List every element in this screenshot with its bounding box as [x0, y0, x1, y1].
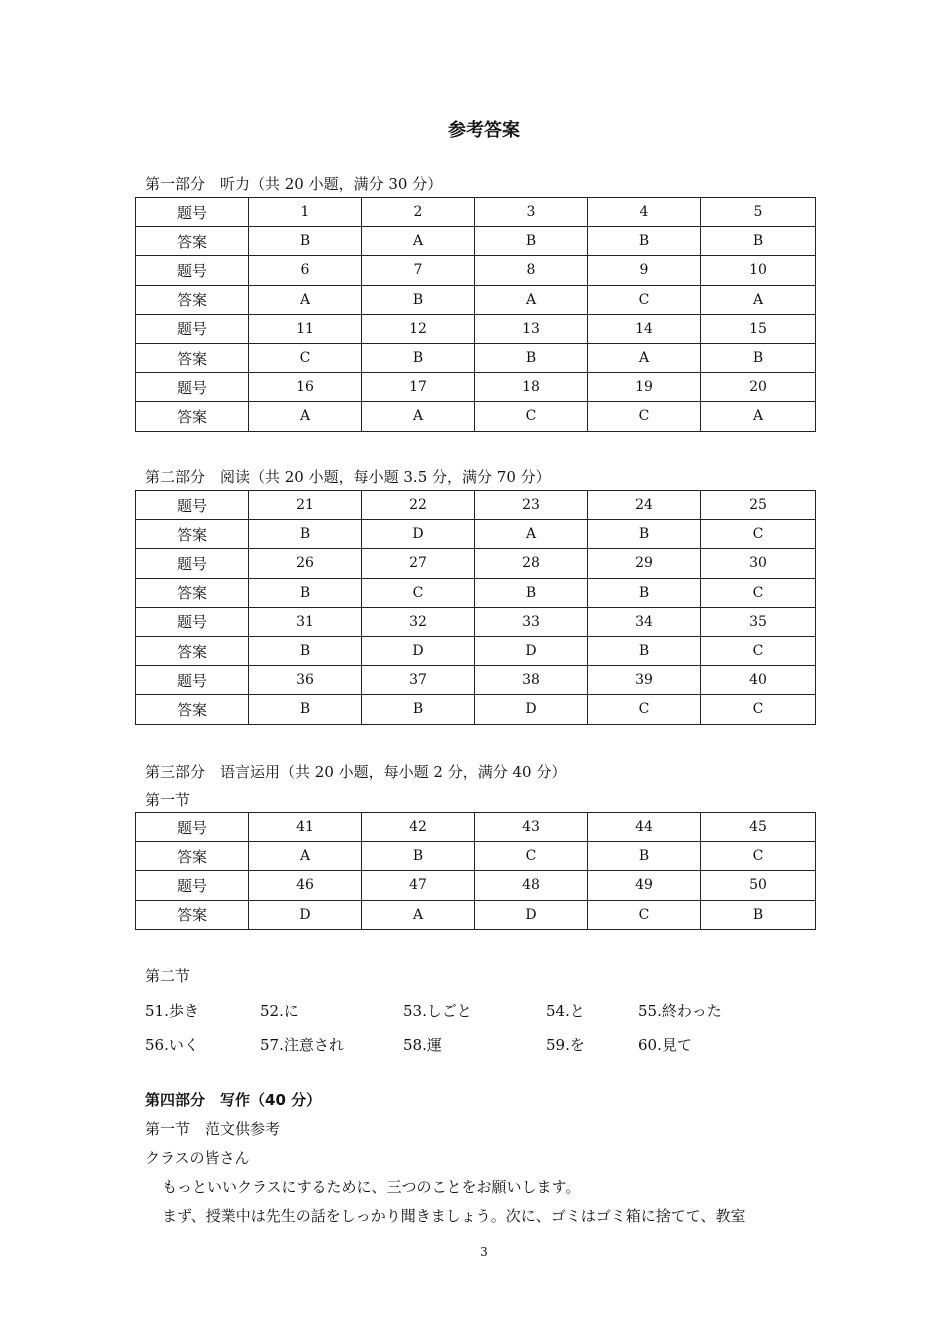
row-header-cell: 题号 [136, 198, 249, 227]
table-row [136, 842, 816, 871]
table-cell: A [701, 285, 816, 314]
part3-answer-table [135, 812, 816, 930]
part2-heading: 第二部分 阅读（共 20 小题，每小题 3.5 分，满分 70 分） [145, 468, 551, 486]
table-row [136, 314, 816, 343]
table-row [136, 549, 816, 578]
table-row [136, 402, 816, 431]
table-cell: 10 [701, 256, 816, 285]
table-cell: 2 [362, 198, 475, 227]
page-title: 参考答案 [448, 120, 520, 141]
table-cell: C [475, 842, 588, 871]
table-cell: B [701, 900, 816, 929]
table-cell: D [475, 695, 588, 724]
row-header-cell: 题号 [136, 871, 249, 900]
fill-answer: 58.運 [403, 1036, 442, 1054]
table-cell: 13 [475, 314, 588, 343]
table-cell: B [362, 842, 475, 871]
table-cell: B [362, 285, 475, 314]
table-cell: 29 [588, 549, 701, 578]
table-cell: 19 [588, 373, 701, 402]
fill-answer: 54.と [546, 1002, 585, 1020]
row-header-cell: 题号 [136, 607, 249, 636]
table-cell: C [701, 842, 816, 871]
table-cell: 45 [701, 813, 816, 842]
page-number: 3 [480, 1245, 488, 1259]
table-cell: 18 [475, 373, 588, 402]
table-row [136, 666, 816, 695]
table-row [136, 695, 816, 724]
table-cell: 24 [588, 491, 701, 520]
table-cell: C [701, 695, 816, 724]
table-cell: A [362, 227, 475, 256]
table-cell: 20 [701, 373, 816, 402]
table-row [136, 636, 816, 665]
table-cell: B [701, 343, 816, 372]
table-cell: 5 [701, 198, 816, 227]
row-header-cell: 答案 [136, 402, 249, 431]
table-cell: D [249, 900, 362, 929]
table-cell: B [249, 227, 362, 256]
table-cell: 48 [475, 871, 588, 900]
table-cell: 33 [475, 607, 588, 636]
row-header-cell: 答案 [136, 636, 249, 665]
table-cell: 32 [362, 607, 475, 636]
row-header-cell: 答案 [136, 842, 249, 871]
table-row [136, 607, 816, 636]
table-cell: 43 [475, 813, 588, 842]
table-cell: 30 [701, 549, 816, 578]
essay-line: もっといいクラスにするために、三つのことをお願いします。 [162, 1178, 581, 1196]
table-cell: A [362, 402, 475, 431]
fill-answer: 57.注意され [260, 1036, 344, 1054]
fill-answer: 53.しごと [403, 1002, 472, 1020]
essay-line: まず、授業中は先生の話をしっかり聞きましょう。次に、ゴミはゴミ箱に捨てて、教室 [162, 1207, 746, 1225]
table-cell: 4 [588, 198, 701, 227]
table-cell: 14 [588, 314, 701, 343]
table-cell: B [362, 695, 475, 724]
table-cell: 21 [249, 491, 362, 520]
table-cell: 50 [701, 871, 816, 900]
table-cell: D [362, 520, 475, 549]
table-cell: A [475, 285, 588, 314]
part3-section1-label: 第一节 [145, 791, 191, 809]
table-cell: 7 [362, 256, 475, 285]
table-cell: A [249, 285, 362, 314]
table-cell: 17 [362, 373, 475, 402]
table-cell: 38 [475, 666, 588, 695]
table-cell: B [588, 578, 701, 607]
table-cell: C [701, 520, 816, 549]
table-cell: C [588, 285, 701, 314]
table-row [136, 285, 816, 314]
table-cell: 37 [362, 666, 475, 695]
table-cell: 46 [249, 871, 362, 900]
table-cell: 26 [249, 549, 362, 578]
part4-section1-label: 第一节 范文供参考 [145, 1120, 281, 1138]
table-cell: D [475, 900, 588, 929]
table-cell: 16 [249, 373, 362, 402]
part1-heading: 第一部分 听力（共 20 小题，满分 30 分） [145, 175, 443, 193]
part4-heading: 第四部分 写作（40 分） [145, 1091, 322, 1109]
table-cell: 22 [362, 491, 475, 520]
table-cell: B [588, 227, 701, 256]
table-cell: 34 [588, 607, 701, 636]
table-cell: C [588, 402, 701, 431]
table-cell: 31 [249, 607, 362, 636]
row-header-cell: 题号 [136, 373, 249, 402]
part2-answer-table [135, 490, 816, 725]
table-cell: 11 [249, 314, 362, 343]
table-cell: D [362, 636, 475, 665]
table-cell: B [701, 227, 816, 256]
table-cell: D [475, 636, 588, 665]
table-cell: 23 [475, 491, 588, 520]
table-cell: B [249, 520, 362, 549]
part3-heading: 第三部分 语言运用（共 20 小题，每小题 2 分，满分 40 分） [145, 763, 567, 781]
table-cell: B [588, 520, 701, 549]
fill-answer: 55.終わった [638, 1002, 722, 1020]
table-cell: 1 [249, 198, 362, 227]
table-cell: B [475, 343, 588, 372]
table-cell: B [475, 578, 588, 607]
table-cell: A [588, 343, 701, 372]
table-cell: B [588, 636, 701, 665]
fill-answer: 56.いく [145, 1036, 199, 1054]
table-cell: A [249, 402, 362, 431]
row-header-cell: 题号 [136, 813, 249, 842]
table-row [136, 491, 816, 520]
table-cell: C [588, 900, 701, 929]
table-cell: A [362, 900, 475, 929]
table-cell: 27 [362, 549, 475, 578]
table-cell: 35 [701, 607, 816, 636]
row-header-cell: 答案 [136, 695, 249, 724]
table-cell: C [588, 695, 701, 724]
table-cell: C [475, 402, 588, 431]
table-cell: 40 [701, 666, 816, 695]
table-cell: B [249, 695, 362, 724]
essay-salutation: クラスの皆さん [145, 1149, 250, 1167]
table-cell: B [249, 578, 362, 607]
table-cell: 25 [701, 491, 816, 520]
table-row [136, 343, 816, 372]
row-header-cell: 答案 [136, 227, 249, 256]
table-row [136, 578, 816, 607]
table-cell: A [475, 520, 588, 549]
row-header-cell: 答案 [136, 578, 249, 607]
table-cell: 42 [362, 813, 475, 842]
table-cell: A [701, 402, 816, 431]
table-cell: 3 [475, 198, 588, 227]
table-row [136, 198, 816, 227]
fill-answer: 51.歩き [145, 1002, 199, 1020]
table-cell: C [249, 343, 362, 372]
table-cell: 49 [588, 871, 701, 900]
table-cell: 28 [475, 549, 588, 578]
table-cell: 9 [588, 256, 701, 285]
table-cell: C [701, 636, 816, 665]
table-row [136, 900, 816, 929]
table-cell: 36 [249, 666, 362, 695]
table-cell: 6 [249, 256, 362, 285]
table-cell: B [588, 842, 701, 871]
table-cell: A [249, 842, 362, 871]
row-header-cell: 答案 [136, 900, 249, 929]
table-cell: B [475, 227, 588, 256]
table-cell: 44 [588, 813, 701, 842]
table-cell: C [701, 578, 816, 607]
table-cell: C [362, 578, 475, 607]
table-cell: 15 [701, 314, 816, 343]
table-row [136, 813, 816, 842]
row-header-cell: 答案 [136, 520, 249, 549]
row-header-cell: 答案 [136, 343, 249, 372]
table-row [136, 227, 816, 256]
table-row [136, 871, 816, 900]
fill-answer: 59.を [546, 1036, 585, 1054]
row-header-cell: 题号 [136, 491, 249, 520]
table-row [136, 256, 816, 285]
table-row [136, 373, 816, 402]
table-cell: 8 [475, 256, 588, 285]
table-cell: 39 [588, 666, 701, 695]
part1-answer-table [135, 197, 816, 432]
table-cell: B [249, 636, 362, 665]
table-cell: 12 [362, 314, 475, 343]
table-row [136, 520, 816, 549]
row-header-cell: 题号 [136, 314, 249, 343]
row-header-cell: 答案 [136, 285, 249, 314]
fill-answer: 52.に [260, 1002, 299, 1020]
row-header-cell: 题号 [136, 549, 249, 578]
table-cell: 41 [249, 813, 362, 842]
table-cell: 47 [362, 871, 475, 900]
row-header-cell: 题号 [136, 256, 249, 285]
row-header-cell: 题号 [136, 666, 249, 695]
part3-section2-label: 第二节 [145, 967, 191, 985]
table-cell: B [362, 343, 475, 372]
fill-answer: 60.見て [638, 1036, 692, 1054]
